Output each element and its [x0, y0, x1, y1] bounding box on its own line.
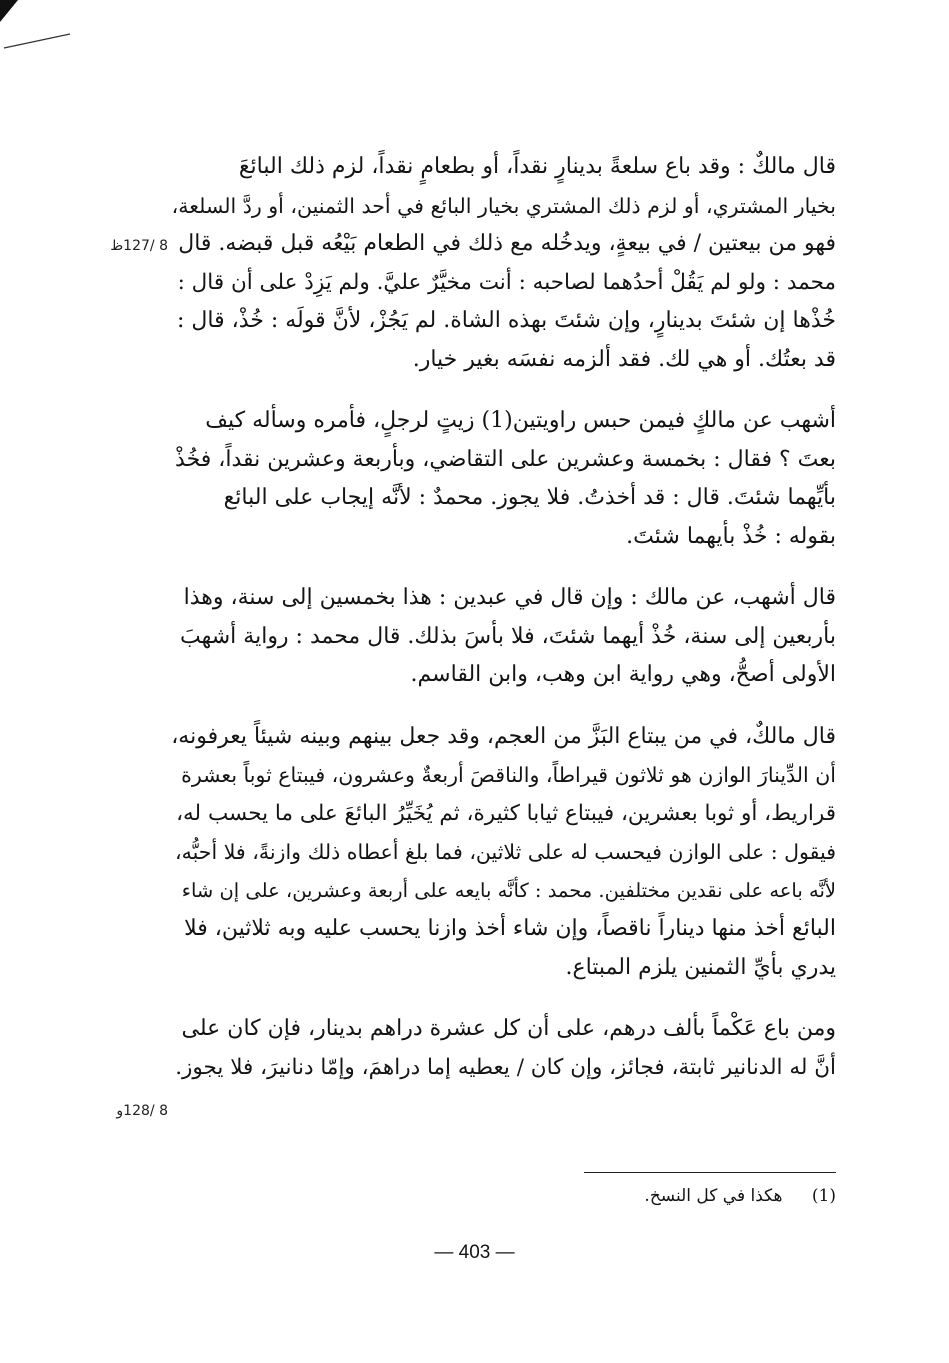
text-line: بأيِّهما شئتَ. قال : قد أخذتُ. فلا يجوز. محمدٌ : لأنَّه إيجاب على البائع [223, 485, 836, 510]
text-line: يدري بأيِّ الثمنين يلزم المبتاع. [565, 954, 836, 980]
margin-folio-note: 8 /128و [116, 1103, 168, 1119]
text-line: بأربعين إلى سنة، خُذْ أيهما شئتَ، فلا بأسَ بذلك. قال محمد : رواية أشهبَ [180, 623, 836, 649]
footnote-number: (1) [811, 1186, 836, 1206]
text-line: البائع أخذ منها ديناراً ناقصاً، وإن شاء أخذ وازنا يحسب عليه وبه ثلاثين، فلا [184, 916, 836, 941]
text-line: فيقول : على الوازن فيحسب له على ثلاثين، فما بلغ أعطاه ذلك وازنةً، فلا أحبُّه، [175, 840, 836, 864]
paragraph-4 [170, 718, 836, 988]
text-line: ومن باع عَكْماً بألف درهم، على أن كل عشرة دراهم بدينار، فإن كان على [181, 1016, 836, 1041]
text-line: بخيار المشتري، أو لزم ذلك المشتري بخيار البائع في أحد الثمنين، أو ردَّ السلعة، [171, 193, 836, 218]
text-line: فهو من بيعتين / في بيعةٍ، ويدخُله مع ذلك في الطعام بَيْعُه قبل قبضه. قال [178, 231, 836, 256]
text-line: قال مالكٌ : وقد باع سلعةً بدينارٍ نقداً، أو بطعامٍ نقداً، لزم ذلك البائعَ [238, 154, 836, 179]
footnote [644, 1186, 836, 1206]
page-body [170, 148, 836, 1087]
paragraph-5 [170, 1010, 836, 1087]
footnote-separator [584, 1172, 836, 1173]
text-line: أنَّ له الدنانير ثابتة، فجائز، وإن كان / يعطيه إما دراهمَ، وإمّا دنانيرَ، فلا يجوز. [175, 1054, 836, 1080]
text-line: قراريط، أو ثوبا بعشرين، فيبتاع ثيابا كثيرة، ثم يُخَيِّرُ البائعَ على ما يحسب له، [176, 800, 836, 826]
text-line: قد بعتُك. أو هي لك. فقد ألزمه نفسَه بغير خيار. [412, 346, 836, 372]
text-line: الأولى أصحُّ، وهي رواية ابن وهب، وابن القاسم. [410, 662, 836, 687]
text-line: محمد : ولو لم يَقُلْ أحدُهما لصاحبه : أنت مخيَّرٌ عليَّ. ولم يَزِدْ على أن قال : [177, 269, 836, 295]
footnote-text: هكذا في كل النسخ. [644, 1186, 783, 1206]
corner-mark [0, 0, 80, 60]
text-line: قال مالكٌ، في من يبتاع البَزَّ من العجم، وقد جعل بينهم وبينه شيئاً يعرفونه، [171, 723, 836, 749]
paragraph-2 [170, 402, 836, 556]
margin-folio-note: 8 /127ظ [110, 238, 168, 254]
text-line: لأنَّه باعه على نقدين مختلفين. محمد : كأنَّه بايعه على أربعة وعشرين، على إن شاء [181, 878, 836, 902]
page-number: — 403 — [434, 1242, 515, 1263]
text-line: أن الدِّينارَ الوازن هو ثلاثون قيراطاً، والناقصَ أربعةٌ وعشرون، فيبتاع ثوباً بعشرة [181, 763, 836, 787]
paragraph-3 [170, 579, 836, 695]
text-line: بعتَ ؟ فقال : بخمسة وعشرين على التقاضي، وبأربعة وعشرين نقداً، فخُذْ [175, 446, 836, 472]
paragraph-1 [170, 148, 836, 379]
text-line: خُذْها إن شئتَ بدينارٍ، وإن شئتَ بهذه الشاة. لم يَجُزْ، لأنَّ قولَه : خُذْ، قال : [177, 308, 836, 333]
text-line: بقوله : خُذْ بأيهما شئتَ. [626, 523, 836, 549]
text-line: أشهب عن مالكٍ فيمن حبس راويتين(1) زيتٍ لرجلٍ، فأمره وسأله كيف [205, 408, 836, 433]
text-line: قال أشهب، عن مالك : وإن قال في عبدين : هذا بخمسين إلى سنة، وهذا [183, 585, 836, 610]
